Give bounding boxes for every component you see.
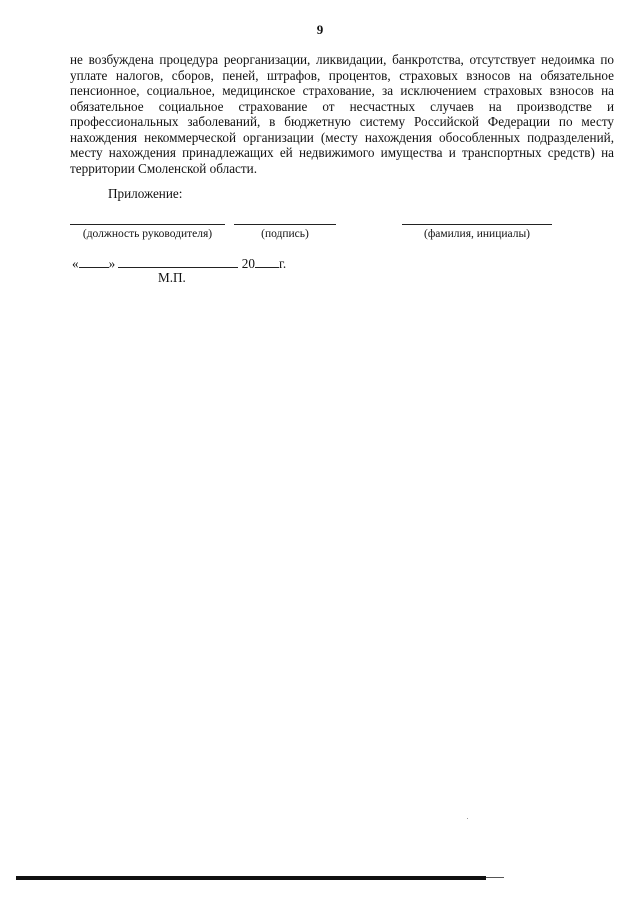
month-blank xyxy=(118,255,238,268)
name-caption: (фамилия, инициалы) xyxy=(423,228,531,240)
scan-speck xyxy=(467,818,468,819)
body-line: профессиональных заболеваний, в бюджетную систему Российской Федерации по месту xyxy=(70,114,614,129)
year-blank xyxy=(255,255,279,268)
day-blank xyxy=(79,255,109,268)
bottom-border-bar xyxy=(16,876,486,880)
page-number: 9 xyxy=(316,22,324,37)
body-line: территории Смоленской области. xyxy=(70,160,258,176)
date-open-quote: « xyxy=(72,256,79,271)
body-line: нахождения некоммерческой организации (месту нахождения обособленных подразделений, xyxy=(70,129,614,145)
body-paragraph xyxy=(70,52,614,176)
signature-caption: (подпись) xyxy=(261,228,309,240)
body-line: обязательное социальное страхование от несчастных случаев на производстве и xyxy=(70,98,614,114)
appendix-label: Приложение: xyxy=(108,186,183,201)
body-line: месту нахождения принадлежащих ей недвижимого имущества и транспортных средств) на xyxy=(70,145,614,160)
body-line: пенсионное, социальное, медицинское страхование, за исключением страховых взносов на xyxy=(70,83,614,98)
position-caption: (должность руководителя) xyxy=(82,228,213,240)
name-line xyxy=(402,224,552,225)
position-line xyxy=(70,224,225,225)
stamp-label: М.П. xyxy=(158,270,186,285)
body-line: уплате налогов, сборов, пеней, штрафов, процентов, страховых взносов на обязательное xyxy=(70,67,614,83)
bottom-border-tail xyxy=(486,877,504,878)
year-prefix: 20 xyxy=(241,256,255,271)
signature-line xyxy=(234,224,336,225)
date-close-quote: » xyxy=(108,256,116,271)
body-line: не возбуждена процедура реорганизации, ликвидации, банкротства, отсутствует недоимка по xyxy=(70,52,614,67)
year-suffix: г. xyxy=(278,256,287,271)
